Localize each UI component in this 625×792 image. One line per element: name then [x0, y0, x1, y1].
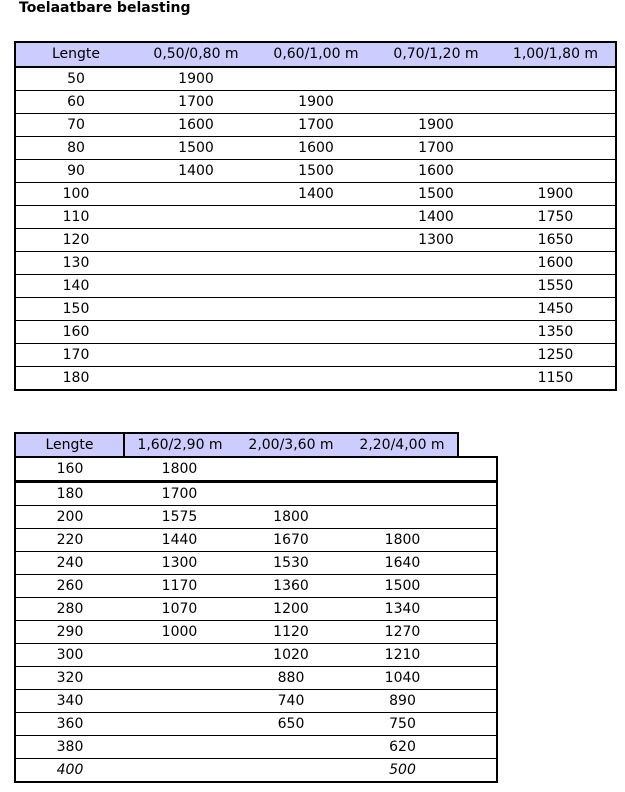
length-cell: 80	[15, 137, 136, 160]
load-cell: 1500	[376, 183, 496, 206]
load-cell: 1210	[347, 644, 458, 667]
length-cell: 400	[15, 759, 124, 783]
load-cell: 1640	[347, 552, 458, 575]
load-cell: 880	[235, 667, 347, 690]
load-cell	[136, 183, 256, 206]
load-cell	[136, 275, 256, 298]
load-cell	[256, 229, 376, 252]
row-spacer	[458, 529, 497, 552]
load-cell: 1400	[376, 206, 496, 229]
row-spacer	[458, 690, 497, 713]
table-row	[15, 457, 497, 482]
length-cell: 90	[15, 160, 136, 183]
length-cell: 340	[15, 690, 124, 713]
table-row	[15, 183, 616, 206]
load-cell	[376, 91, 496, 114]
load-cell: 1600	[376, 160, 496, 183]
load-cell	[235, 736, 347, 759]
load-table-1	[14, 41, 617, 391]
row-spacer	[458, 457, 497, 482]
table-row	[15, 736, 497, 759]
row-spacer	[458, 621, 497, 644]
load-cell: 1670	[235, 529, 347, 552]
load-cell	[496, 67, 616, 91]
load-cell	[496, 91, 616, 114]
length-cell: 260	[15, 575, 124, 598]
load-cell	[376, 275, 496, 298]
column-header: Lengte	[15, 433, 124, 457]
load-cell: 1700	[256, 114, 376, 137]
load-cell: 1340	[347, 598, 458, 621]
table-row	[15, 529, 497, 552]
column-header: 2,20/4,00 m	[347, 433, 458, 457]
length-cell: 120	[15, 229, 136, 252]
table-row	[15, 67, 616, 91]
load-cell	[376, 321, 496, 344]
length-cell: 240	[15, 552, 124, 575]
load-cell	[376, 344, 496, 367]
table-row	[15, 598, 497, 621]
table-row	[15, 160, 616, 183]
load-cell: 1800	[124, 457, 235, 482]
load-cell	[256, 275, 376, 298]
load-cell	[235, 457, 347, 482]
column-header: 0,70/1,20 m	[376, 42, 496, 67]
table-row	[15, 482, 497, 506]
load-cell	[376, 67, 496, 91]
length-cell: 100	[15, 183, 136, 206]
load-cell	[496, 160, 616, 183]
load-cell: 1450	[496, 298, 616, 321]
table-row	[15, 506, 497, 529]
load-cell	[136, 298, 256, 321]
load-cell: 1400	[256, 183, 376, 206]
load-cell	[136, 229, 256, 252]
table-row	[15, 713, 497, 736]
load-cell: 750	[347, 713, 458, 736]
load-cell: 1600	[496, 252, 616, 275]
load-cell: 1900	[136, 67, 256, 91]
load-cell: 1900	[376, 114, 496, 137]
load-cell: 1800	[235, 506, 347, 529]
load-cell	[256, 367, 376, 391]
table-row	[15, 367, 616, 391]
load-cell: 1575	[124, 506, 235, 529]
header-spacer	[458, 433, 497, 457]
load-cell	[124, 759, 235, 783]
load-cell	[376, 298, 496, 321]
load-cell: 1700	[376, 137, 496, 160]
row-spacer	[458, 482, 497, 506]
load-cell: 1300	[124, 552, 235, 575]
load-cell: 1500	[347, 575, 458, 598]
row-spacer	[458, 713, 497, 736]
length-cell: 160	[15, 321, 136, 344]
load-cell: 1000	[124, 621, 235, 644]
load-cell	[136, 367, 256, 391]
load-cell	[235, 759, 347, 783]
table-row	[15, 644, 497, 667]
column-header: 0,60/1,00 m	[256, 42, 376, 67]
length-cell: 60	[15, 91, 136, 114]
load-cell: 620	[347, 736, 458, 759]
load-cell: 1300	[376, 229, 496, 252]
load-cell	[136, 321, 256, 344]
column-header: 0,50/0,80 m	[136, 42, 256, 67]
load-cell	[256, 67, 376, 91]
load-cell: 1200	[235, 598, 347, 621]
length-cell: 200	[15, 506, 124, 529]
table-row	[15, 229, 616, 252]
load-cell: 1360	[235, 575, 347, 598]
load-table-2	[14, 432, 498, 783]
load-cell	[136, 206, 256, 229]
length-cell: 130	[15, 252, 136, 275]
load-cell: 1700	[124, 482, 235, 506]
load-cell: 1600	[256, 137, 376, 160]
load-cell: 1650	[496, 229, 616, 252]
load-cell: 1070	[124, 598, 235, 621]
table-row	[15, 206, 616, 229]
table-row	[15, 275, 616, 298]
load-cell: 1600	[136, 114, 256, 137]
length-cell: 180	[15, 482, 124, 506]
table-header-row	[15, 433, 497, 457]
load-cell: 1900	[256, 91, 376, 114]
load-cell	[256, 206, 376, 229]
row-spacer	[458, 552, 497, 575]
column-header: 1,60/2,90 m	[124, 433, 235, 457]
load-cell	[347, 506, 458, 529]
load-cell	[136, 252, 256, 275]
table-row	[15, 759, 497, 783]
load-cell	[496, 137, 616, 160]
load-cell: 1550	[496, 275, 616, 298]
load-cell	[256, 298, 376, 321]
load-cell	[376, 252, 496, 275]
load-cell: 1400	[136, 160, 256, 183]
load-cell: 1500	[136, 137, 256, 160]
load-cell	[256, 252, 376, 275]
length-cell: 360	[15, 713, 124, 736]
load-cell: 1500	[256, 160, 376, 183]
load-cell	[347, 482, 458, 506]
row-spacer	[458, 575, 497, 598]
table-row	[15, 344, 616, 367]
load-cell: 1040	[347, 667, 458, 690]
load-cell: 650	[235, 713, 347, 736]
length-cell: 380	[15, 736, 124, 759]
table-row	[15, 137, 616, 160]
load-cell	[256, 321, 376, 344]
load-cell: 1270	[347, 621, 458, 644]
load-cell: 890	[347, 690, 458, 713]
length-cell: 110	[15, 206, 136, 229]
load-cell: 1120	[235, 621, 347, 644]
length-cell: 140	[15, 275, 136, 298]
load-cell: 1750	[496, 206, 616, 229]
table-row	[15, 252, 616, 275]
load-cell: 1250	[496, 344, 616, 367]
load-cell	[235, 482, 347, 506]
column-header: 1,00/1,80 m	[496, 42, 616, 67]
length-cell: 180	[62, 370, 90, 386]
page-title: Toelaatbare belasting	[19, 0, 191, 16]
row-spacer	[458, 644, 497, 667]
table-body	[15, 457, 497, 782]
length-cell: 290	[15, 621, 124, 644]
table-body	[15, 67, 616, 390]
length-cell: 220	[15, 529, 124, 552]
column-header: Lengte	[15, 42, 136, 67]
table-row	[15, 621, 497, 644]
load-cell: 740	[235, 690, 347, 713]
table-row	[15, 575, 497, 598]
column-header: 2,00/3,60 m	[235, 433, 347, 457]
length-cell: 320	[15, 667, 124, 690]
load-cell: 1700	[136, 91, 256, 114]
load-cell: 1440	[124, 529, 235, 552]
table-row	[15, 667, 497, 690]
length-cell: 300	[15, 644, 124, 667]
load-cell: 500	[347, 759, 458, 783]
table-row	[15, 321, 616, 344]
load-cell	[124, 690, 235, 713]
load-cell	[496, 114, 616, 137]
row-spacer	[458, 667, 497, 690]
table-row	[15, 298, 616, 321]
load-cell: 1350	[496, 321, 616, 344]
load-cell	[124, 644, 235, 667]
load-cell	[124, 713, 235, 736]
table-header-row	[15, 42, 616, 67]
load-cell	[124, 667, 235, 690]
load-cell: 1530	[235, 552, 347, 575]
row-spacer	[458, 598, 497, 621]
load-cell: 1170	[124, 575, 235, 598]
row-spacer	[458, 506, 497, 529]
load-cell	[136, 344, 256, 367]
load-cell: 1020	[235, 644, 347, 667]
load-cell	[256, 344, 376, 367]
load-cell: 1800	[347, 529, 458, 552]
load-cell	[124, 736, 235, 759]
load-cell: 1150	[537, 370, 574, 386]
load-cell: 1900	[496, 183, 616, 206]
table-row	[15, 91, 616, 114]
length-cell: 150	[15, 298, 136, 321]
row-spacer	[458, 736, 497, 759]
table-row	[15, 690, 497, 713]
table-row	[15, 114, 616, 137]
load-cell	[347, 457, 458, 482]
length-cell: 280	[15, 598, 124, 621]
length-cell: 50	[15, 67, 136, 91]
length-cell: 160	[15, 457, 124, 482]
length-cell: 70	[15, 114, 136, 137]
load-cell	[376, 367, 496, 391]
table-row	[15, 552, 497, 575]
length-cell: 170	[15, 344, 136, 367]
row-spacer	[458, 759, 497, 783]
